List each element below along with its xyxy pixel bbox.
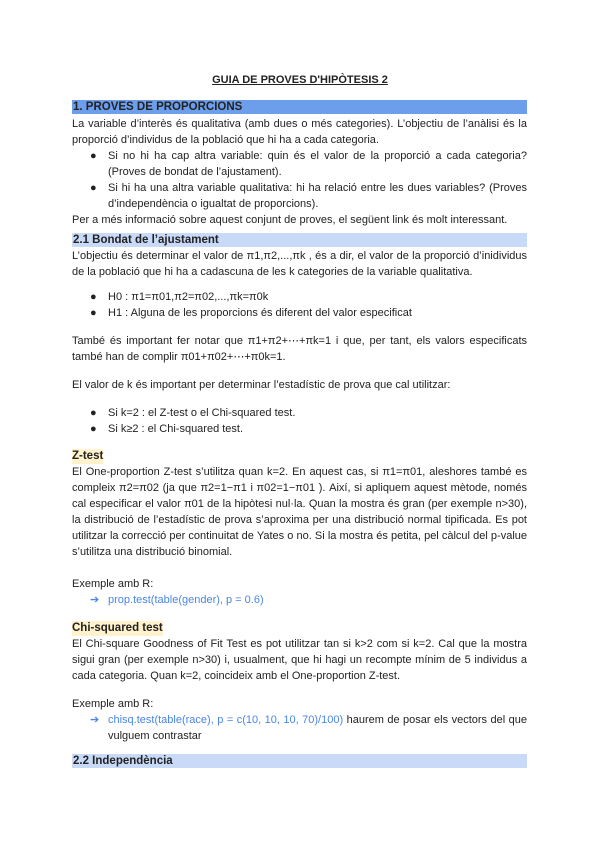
section-1-heading: 1. PROVES DE PROPORCIONS xyxy=(72,100,527,114)
section-2-2-heading: 2.2 Independència xyxy=(72,754,527,768)
z-test-code: prop.test(table(gender), p = 0.6) xyxy=(108,594,264,606)
z-test-example-label: Exemple amb R: xyxy=(72,578,154,590)
hypotheses-list xyxy=(72,289,527,321)
section-2-1-intro: L’objectiu és determinar el valor de π1,π2,...,πk , és a dir, el valor de la proporció d’inidividus de la població que hi ha a cadascuna de les k categories de la variable qualitativa. xyxy=(72,250,527,278)
chi-squared-heading-row xyxy=(72,621,527,636)
bullet-icon: ● xyxy=(90,291,97,303)
z-test-heading: Z-test xyxy=(72,450,104,462)
arrow-icon: ➔ xyxy=(90,594,100,606)
chi-squared-code-note: haurem de posar els vectors del que vulguem contrastar xyxy=(108,714,527,742)
bullet-text: Si no hi ha cap altra variable: quin és el valor de la proporció a cada categoria? (Proves de bondat de l’ajustament). xyxy=(108,150,527,178)
list-item xyxy=(90,148,527,180)
document-title: GUIA DE PROVES D'HIPÒTESIS 2 xyxy=(212,74,388,86)
chi-squared-example-label: Exemple amb R: xyxy=(72,698,154,710)
bullet-icon: ● xyxy=(90,150,97,162)
chi-squared-code: chisq.test(table(race), p = c(10, 10, 10, 70)/100) xyxy=(108,714,344,726)
list-item xyxy=(90,180,527,212)
chi-squared-example xyxy=(72,712,527,744)
bullet-icon: ● xyxy=(90,423,97,435)
list-item xyxy=(90,421,527,437)
chi-squared-body: El Chi-square Goodness of Fit Test es pot utilitzar tan si k>2 com si k=2. Cal que la mostra sigui gran (per exemple n>30) i, usualment, que hi hagi un recompte mínim de 5 individus a cada categoria. Quan k=2, coincideix amb el One-proportion Z-test. xyxy=(72,638,527,682)
sum-note: També és important fer notar que π1+π2+⋯+πk=1 i que, per tant, els valors especificats també han de complir π01+π02+⋯+π0k=1. xyxy=(72,335,527,363)
z-test-heading-row xyxy=(72,449,527,464)
list-item xyxy=(90,289,527,305)
document-body xyxy=(72,100,527,768)
bullet-text: Si k=2 : el Z-test o el Chi-squared test. xyxy=(108,407,296,419)
list-item xyxy=(90,405,527,421)
bullet-icon: ● xyxy=(90,307,97,319)
arrow-icon: ➔ xyxy=(90,714,100,726)
bullet-text: H1 : Alguna de les proporcions és diferent del valor especificat xyxy=(108,307,412,319)
z-test-example xyxy=(72,592,527,608)
chi-squared-heading: Chi-squared test xyxy=(72,622,163,634)
k-value-text: El valor de k és important per determinar l’estadístic de prova que cal utilitzar: xyxy=(72,379,451,391)
bullet-text: H0 : π1=π01,π2=π02,...,πk=π0k xyxy=(108,291,269,303)
bullet-text: Si k≥2 : el Chi-squared test. xyxy=(108,423,244,435)
bullet-text: Si hi ha una altra variable qualitativa: hi ha relació entre les dues variables? (Proves d’independència o igualtat de proporcions). xyxy=(108,182,527,210)
section-2-1-heading: 2.1 Bondat de l’ajustament xyxy=(72,233,527,247)
z-test-body: El One-proportion Z-test s’utilitza quan k=2. En aquest cas, si π1=π01, aleshores també es compleix π2=π02 (ja que π2=1−π1 i π02=1−π01 ). Així, si apliquem aquest mètode, només cal especificar el valor π01 de la hipòtesi nul·la. Quan la mostra és gran (per exemple n>30), la distribució de l’estadístic de prova s’aproxima per una distribució normal tipificada. Es pot utilitzar la correcció per continuitat de Yates o no. Si la mostra és petita, pel càlcul del p-value s’utilitza una distribució binomial. xyxy=(72,466,527,558)
bullet-icon: ● xyxy=(90,407,97,419)
k-list xyxy=(72,405,527,437)
section-1-intro: La variable d’interès és qualitativa (amb dues o més categories). L’objectiu de l’anàlisi és la proporció d’individus de la població que hi ha a cada categoria. xyxy=(72,118,527,146)
more-info-text: Per a més informació sobre aquest conjunt de proves, el següent link és molt interessant. xyxy=(72,214,508,226)
list-item xyxy=(90,305,527,321)
bullet-icon: ● xyxy=(90,182,97,194)
section-1-bullets xyxy=(72,148,527,212)
